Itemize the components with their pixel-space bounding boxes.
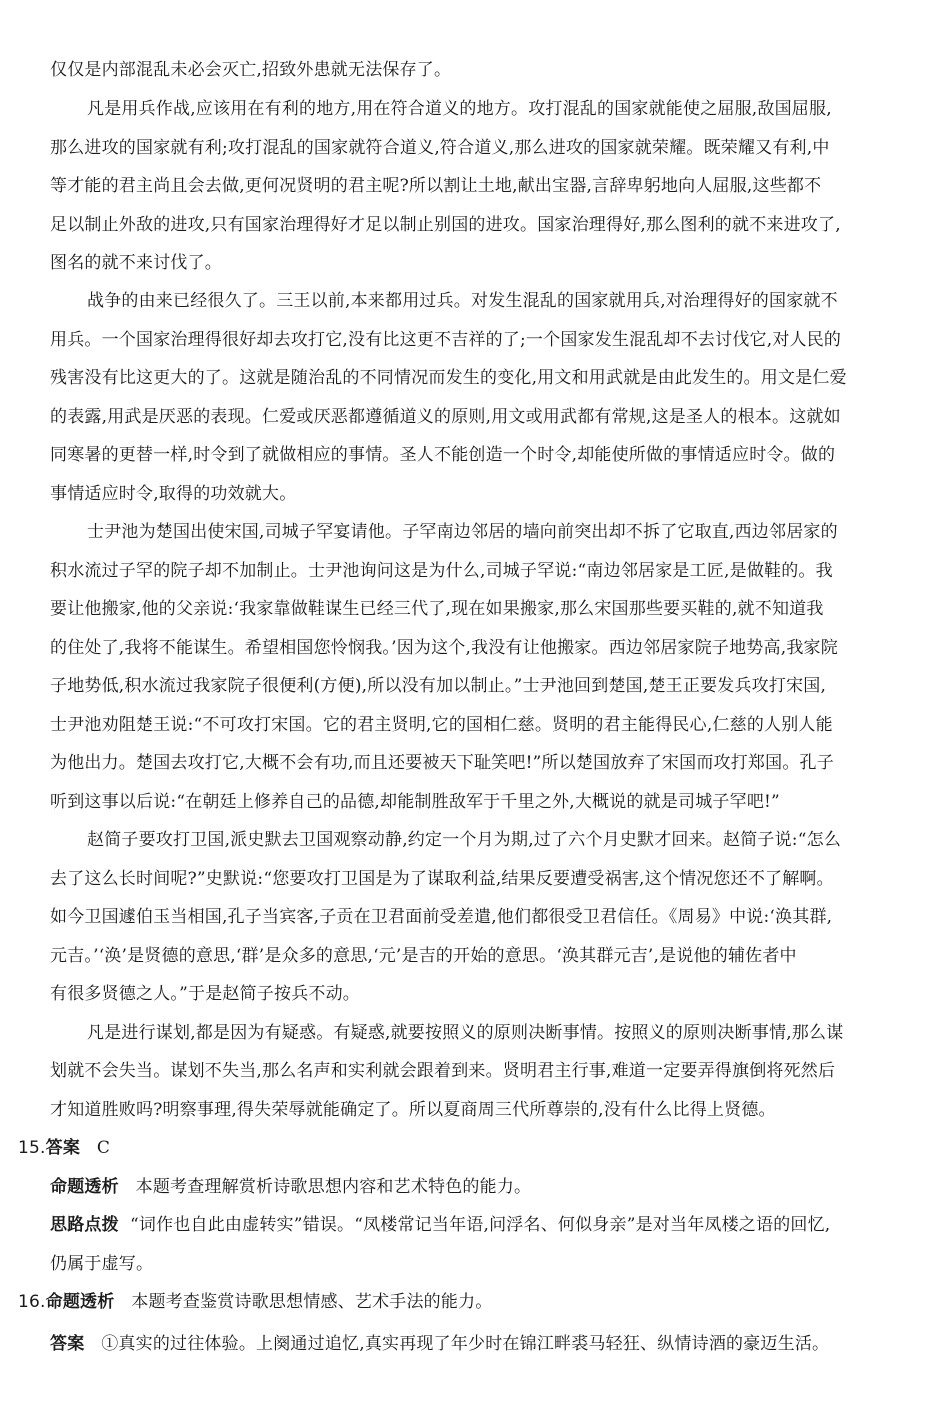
text-line: 的住处了,我将不能谋生。希望相国您怜悯我。’因为这个,我没有让他搬家。西边邻居家院子地势高,我家院 <box>50 638 838 658</box>
text-line: 士尹池为楚国出使宋国,司城子罕宴请他。子罕南边邻居的墙向前突出却不拆了它取直,西边邻居家的 <box>87 522 838 542</box>
q15-hint-label: 思路点拨 <box>50 1215 119 1235</box>
text-line: 用兵。一个国家治理得很好却去攻打它,没有比这更不吉祥的了;一个国家发生混乱却不去讨伐它,对人民的 <box>50 330 842 350</box>
text-line: 凡是用兵作战,应该用在有利的地方,用在符合道义的地方。攻打混乱的国家就能使之屈服,敌国屈服, <box>87 99 832 119</box>
text-line: 的表露,用武是厌恶的表现。仁爱或厌恶都遵循道义的原则,用文或用武都有常规,这是圣人的根本。这就如 <box>50 407 841 427</box>
q15-answer-line <box>18 1130 930 1166</box>
text-line: 凡是进行谋划,都是因为有疑惑。有疑惑,就要按照义的原则决断事情。按照义的原则决断事情,那么谋 <box>87 1023 844 1043</box>
text-line: 仅仅是内部混乱未必会灭亡,招致外患就无法保存了。 <box>50 60 452 80</box>
q16-number: 16. <box>18 1292 46 1312</box>
text-line: 要让他搬家,他的父亲说:‘我家靠做鞋谋生已经三代了,现在如果搬家,那么宋国那些要买鞋的,就不知道我 <box>50 599 824 619</box>
q16-answer-line <box>50 1331 930 1351</box>
text-line: 划就不会失当。谋划不失当,那么名声和实利就会跟着到来。贤明君主行事,难道一定要弄得旗倒将死然后 <box>50 1061 836 1081</box>
text-line: 等才能的君主尚且会去做,更何况贤明的君主呢?所以割让土地,献出宝器,言辞卑躬地向人屈服,这些都不 <box>50 176 822 196</box>
q15-hint-text: “词作也自此由虚转实”错误。“凤楼常记当年语,问浮名、何似身亲”是对当年凤楼之语的回忆, <box>130 1215 831 1235</box>
q15-answer-label: 答案 <box>45 1138 81 1158</box>
q15-answer-value: C <box>96 1138 111 1158</box>
q16-answer-text: ①真实的过往体验。上阕通过追忆,真实再现了年少时在锦江畔裘马轻狂、纵情诗酒的豪迈生活。 <box>101 1334 830 1351</box>
q16-answer-label: 答案 <box>50 1334 85 1351</box>
text-line: 残害没有比这更大的了。这就是随治乱的不同情况而发生的变化,用文和用武就是由此发生的。用文是仁爱 <box>50 368 847 388</box>
q16-intent-label: 命题透析 <box>45 1292 115 1312</box>
text-line: 子地势低,积水流过我家院子很便利(方便),所以没有加以制止。”士尹池回到楚国,楚王正要发兵攻打宋国, <box>50 676 827 696</box>
text-line: 赵简子要攻打卫国,派史默去卫国观察动静,约定一个月为期,过了六个月史默才回来。赵简子说:“怎么 <box>87 830 842 850</box>
text-line: 听到这事以后说:“在朝廷上修养自己的品德,却能制胜敌军于千里之外,大概说的就是司城子罕吧!” <box>50 792 780 812</box>
text-line: 足以制止外敌的进攻,只有国家治理得好才足以制止别国的进攻。国家治理得好,那么图利的就不来进攻了, <box>50 215 841 235</box>
text-line: 战争的由来已经很久了。三王以前,本来都用过兵。对发生混乱的国家就用兵,对治理得好的国家就不 <box>87 291 838 311</box>
q15-intent-label: 命题透析 <box>50 1177 119 1197</box>
text-line: 仍属于虚写。 <box>50 1254 154 1274</box>
text-line: 积水流过子罕的院子却不加制止。士尹池询问这是为什么,司城子罕说:“南边邻居家是工匠,是做鞋的。我 <box>50 561 833 581</box>
q16-intent-line <box>18 1284 930 1320</box>
q16-intent-text: 本题考查鉴赏诗歌思想情感、艺术手法的能力。 <box>131 1292 493 1312</box>
text-line: 士尹池劝阻楚王说:“不可攻打宋国。它的君主贤明,它的国相仁慈。贤明的君主能得民心,仁慈的人别人能 <box>50 715 833 735</box>
text-line: 同寒暑的更替一样,时令到了就做相应的事情。圣人不能创造一个时令,却能使所做的事情适应时令。做的 <box>50 445 836 465</box>
text-line: 事情适应时令,取得的功效就大。 <box>50 484 297 504</box>
text-line: 如今卫国遽伯玉当相国,孔子当宾客,子贡在卫君面前受差遣,他们都很受卫君信任。《周易》中说:‘涣其群, <box>50 907 833 927</box>
text-line: 那么进攻的国家就有利;攻打混乱的国家就符合道义,符合道义,那么进攻的国家就荣耀。既荣耀又有利,中 <box>50 138 830 158</box>
q15-intent-text: 本题考查理解赏析诗歌思想内容和艺术特色的能力。 <box>135 1177 532 1197</box>
q15-number: 15. <box>18 1138 46 1158</box>
q15-intent-line <box>50 1169 930 1205</box>
text-line: 去了这么长时间呢?”史默说:“您要攻打卫国是为了谋取利益,结果反要遭受祸害,这个情况您还不了解啊。 <box>50 869 834 889</box>
text-line: 为他出力。楚国去攻打它,大概不会有功,而且还要被天下耻笑吧!”所以楚国放弃了宋国而攻打郑国。孔子 <box>50 753 834 773</box>
q15-hint-line <box>50 1207 930 1243</box>
text-line: 有很多贤德之人。”于是赵简子按兵不动。 <box>50 984 360 1004</box>
text-line: 才知道胜败吗?明察事理,得失荣辱就能确定了。所以夏商周三代所尊崇的,没有什么比得上贤德。 <box>50 1100 776 1120</box>
text-line: 元吉。’‘涣’是贤德的意思,‘群’是众多的意思,‘元’是吉的开始的意思。‘涣其群元吉’,是说他的辅佐者中 <box>50 946 797 966</box>
text-line: 图名的就不来讨伐了。 <box>50 253 222 273</box>
